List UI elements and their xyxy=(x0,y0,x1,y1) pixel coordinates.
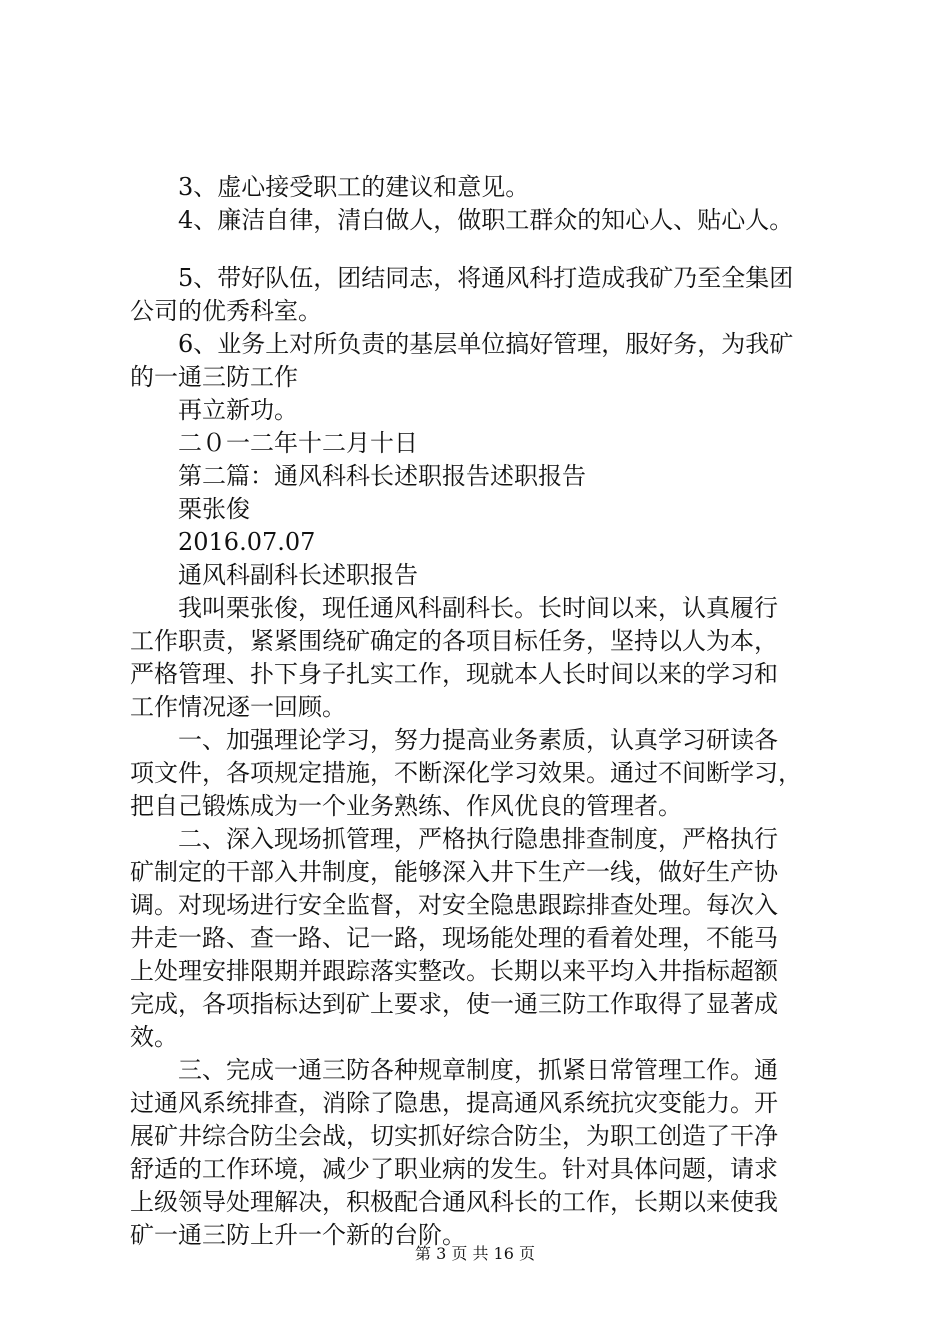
text-line: 3、虚心接受职工的建议和意见。 xyxy=(178,173,530,201)
text-line: 工作职责，紧紧围绕矿确定的各项目标任务，坚持以人为本， xyxy=(130,627,778,655)
text-line: 调。对现场进行安全监督，对安全隐患跟踪排查处理。每次入 xyxy=(130,891,778,919)
text-line: 一、加强理论学习，努力提高业务素质，认真学习研读各 xyxy=(178,726,778,754)
text-line: 矿一通三防上升一个新的台阶。 xyxy=(130,1221,466,1249)
text-line: 6、业务上对所负责的基层单位搞好管理，服好务，为我矿 xyxy=(178,330,794,358)
text-line: 再立新功。 xyxy=(178,396,298,424)
text-line: 4、廉洁自律，清白做人，做职工群众的知心人、贴心人。 xyxy=(178,206,794,234)
paragraph-gap xyxy=(130,237,835,262)
text-line: 井走一路、查一路、记一路，现场能处理的看着处理，不能马 xyxy=(130,924,778,952)
text-line: 过通风系统排查，消除了隐患，提高通风系统抗灾变能力。开 xyxy=(130,1089,778,1117)
text-line: 的一通三防工作 xyxy=(130,363,298,391)
text-line: 把自己锻炼成为一个业务熟练、作风优良的管理者。 xyxy=(130,792,682,820)
text-line: 展矿井综合防尘会战，切实抓好综合防尘，为职工创造了干净 xyxy=(130,1122,778,1150)
text-line: 我叫栗张俊，现任通风科副科长。长时间以来，认真履行 xyxy=(178,594,778,622)
text-line: 上级领导处理解决，积极配合通风科长的工作，长期以来使我 xyxy=(130,1188,778,1216)
text-line: 5、带好队伍，团结同志，将通风科打造成我矿乃至全集团 xyxy=(178,264,794,292)
text-line: 第二篇：通风科科长述职报告述职报告 xyxy=(178,462,586,490)
text-line: 舒适的工作环境，减少了职业病的发生。针对具体问题，请求 xyxy=(130,1155,778,1183)
page-footer: 第 3 页 共 16 页 xyxy=(415,1244,535,1263)
text-line: 效。 xyxy=(130,1023,178,1051)
text-line: 2016.07.07 xyxy=(178,528,316,556)
text-line: 二、深入现场抓管理，严格执行隐患排查制度，严格执行 xyxy=(178,825,778,853)
text-line: 上处理安排限期并跟踪落实整改。长期以来平均入井指标超额 xyxy=(130,957,778,985)
text-line: 通风科副科长述职报告 xyxy=(178,561,418,589)
text-line: 严格管理、扑下身子扎实工作，现就本人长时间以来的学习和 xyxy=(130,660,778,688)
text-line: 三、完成一通三防各种规章制度，抓紧日常管理工作。通 xyxy=(178,1056,778,1084)
text-line: 公司的优秀科室。 xyxy=(130,297,322,325)
text-line: 工作情况逐一回顾。 xyxy=(130,693,346,721)
text-line: 二０一二年十二月十日 xyxy=(178,429,418,457)
document-body xyxy=(130,171,835,1252)
text-line: 栗张俊 xyxy=(178,495,250,523)
text-line: 矿制定的干部入井制度，能够深入井下生产一线，做好生产协 xyxy=(130,858,778,886)
text-line: 完成，各项指标达到矿上要求，使一通三防工作取得了显著成 xyxy=(130,990,778,1018)
text-line: 项文件，各项规定措施，不断深化学习效果。通过不间断学习， xyxy=(130,759,802,787)
